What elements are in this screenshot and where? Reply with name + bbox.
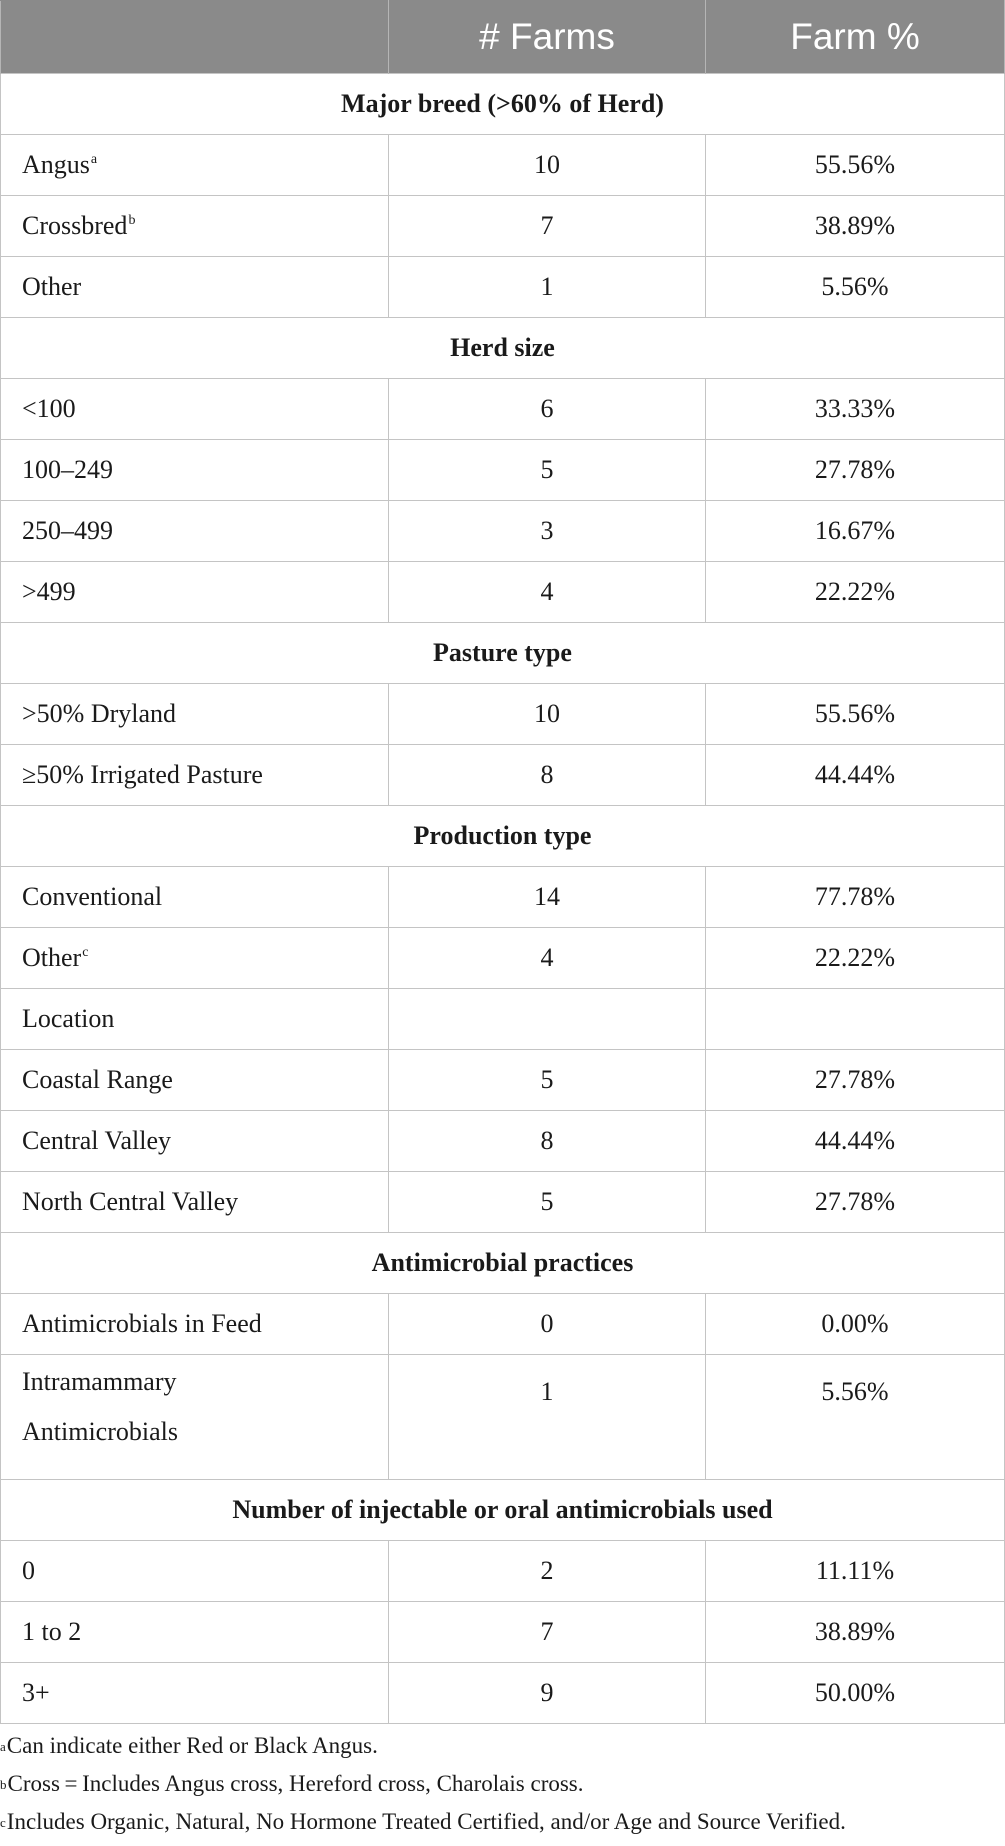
farm-percent: 22.22% xyxy=(706,928,1005,989)
section-title: Production type xyxy=(1,806,1005,867)
section-pasture-type xyxy=(1,623,1005,684)
empty-cell xyxy=(706,989,1005,1050)
table-row xyxy=(1,684,1005,745)
header-row xyxy=(1,1,1005,74)
table-row xyxy=(1,379,1005,440)
farms-count: 3 xyxy=(389,501,706,562)
footnote-text: Includes Organic, Natural, No Hormone Treated Certified, and/or Age and Source Verified. xyxy=(6,1809,846,1834)
farm-percent: 22.22% xyxy=(706,562,1005,623)
section-title: Pasture type xyxy=(1,623,1005,684)
section-injectable-antimicrobials xyxy=(1,1480,1005,1541)
table-header xyxy=(1,1,1005,74)
farms-count: 7 xyxy=(389,1602,706,1663)
table-row xyxy=(1,257,1005,318)
row-label-line2: Antimicrobials xyxy=(22,1417,178,1446)
table-row xyxy=(1,928,1005,989)
header-farm-percent: Farm % xyxy=(706,1,1005,74)
farms-count: 2 xyxy=(389,1541,706,1602)
section-title: Antimicrobial practices xyxy=(1,1233,1005,1294)
section-major-breed xyxy=(1,74,1005,135)
farms-count: 14 xyxy=(389,867,706,928)
farms-count: 4 xyxy=(389,928,706,989)
footnote-mark: b xyxy=(128,212,136,228)
table-row xyxy=(1,1602,1005,1663)
farms-count: 6 xyxy=(389,379,706,440)
row-label: <100 xyxy=(1,379,389,440)
table-row xyxy=(1,1663,1005,1724)
footnote-mark: c xyxy=(0,1815,6,1830)
table-row xyxy=(1,135,1005,196)
farm-percent: 55.56% xyxy=(706,684,1005,745)
table-body xyxy=(1,74,1005,1724)
farms-count: 1 xyxy=(389,1355,706,1480)
farm-percent: 27.78% xyxy=(706,1050,1005,1111)
farms-count: 9 xyxy=(389,1663,706,1724)
table-row xyxy=(1,196,1005,257)
farms-count: 0 xyxy=(389,1294,706,1355)
table-row xyxy=(1,745,1005,806)
farm-percent: 27.78% xyxy=(706,1172,1005,1233)
farm-percent: 16.67% xyxy=(706,501,1005,562)
section-production-type xyxy=(1,806,1005,867)
row-label xyxy=(1,928,389,989)
footnote-text: Cross = Includes Angus cross, Hereford cross, Charolais cross. xyxy=(7,1771,584,1796)
farms-count: 10 xyxy=(389,135,706,196)
header-empty-cell xyxy=(1,1,389,74)
farms-count: 8 xyxy=(389,745,706,806)
row-label: 0 xyxy=(1,1541,389,1602)
row-label: Location xyxy=(1,989,389,1050)
table-row xyxy=(1,867,1005,928)
farm-percent: 44.44% xyxy=(706,1111,1005,1172)
row-label xyxy=(1,135,389,196)
row-label: >50% Dryland xyxy=(1,684,389,745)
footnote-a xyxy=(0,1727,1004,1765)
table-row-location xyxy=(1,989,1005,1050)
row-label: Conventional xyxy=(1,867,389,928)
farm-percent: 50.00% xyxy=(706,1663,1005,1724)
farm-percent: 77.78% xyxy=(706,867,1005,928)
row-label: 250–499 xyxy=(1,501,389,562)
farms-count: 5 xyxy=(389,1050,706,1111)
row-label: Antimicrobials in Feed xyxy=(1,1294,389,1355)
table-row xyxy=(1,501,1005,562)
row-label: 1 to 2 xyxy=(1,1602,389,1663)
farm-percent: 5.56% xyxy=(706,257,1005,318)
farms-count: 8 xyxy=(389,1111,706,1172)
farm-percent: 5.56% xyxy=(706,1355,1005,1480)
footnote-mark: a xyxy=(90,151,98,167)
table-row xyxy=(1,562,1005,623)
table-footnotes xyxy=(0,1727,1004,1841)
footnote-mark: b xyxy=(0,1777,7,1792)
table-row xyxy=(1,1172,1005,1233)
row-label: 100–249 xyxy=(1,440,389,501)
table-row xyxy=(1,1111,1005,1172)
farms-count: 4 xyxy=(389,562,706,623)
section-herd-size xyxy=(1,318,1005,379)
farm-percent: 38.89% xyxy=(706,196,1005,257)
footnote-mark: c xyxy=(82,944,89,960)
farm-percent: 11.11% xyxy=(706,1541,1005,1602)
row-label: Other xyxy=(1,257,389,318)
row-label: ≥50% Irrigated Pasture xyxy=(1,745,389,806)
farms-count: 5 xyxy=(389,1172,706,1233)
header-farms: # Farms xyxy=(389,1,706,74)
section-title: Herd size xyxy=(1,318,1005,379)
farms-count: 7 xyxy=(389,196,706,257)
row-label xyxy=(1,1355,389,1480)
footnote-c xyxy=(0,1803,1004,1841)
farms-count: 5 xyxy=(389,440,706,501)
footnote-text: Can indicate either Red or Black Angus. xyxy=(6,1733,378,1758)
farms-count: 1 xyxy=(389,257,706,318)
row-label-text: Crossbred xyxy=(22,210,128,240)
farm-percent: 55.56% xyxy=(706,135,1005,196)
farm-percent: 33.33% xyxy=(706,379,1005,440)
farms-count: 10 xyxy=(389,684,706,745)
farm-percent: 44.44% xyxy=(706,745,1005,806)
row-label: North Central Valley xyxy=(1,1172,389,1233)
empty-cell xyxy=(389,989,706,1050)
footnote-b xyxy=(0,1765,1004,1803)
section-antimicrobial-practices xyxy=(1,1233,1005,1294)
farm-percent: 27.78% xyxy=(706,440,1005,501)
farm-percent: 0.00% xyxy=(706,1294,1005,1355)
section-title: Major breed (>60% of Herd) xyxy=(1,74,1005,135)
row-label: Coastal Range xyxy=(1,1050,389,1111)
table-row xyxy=(1,1050,1005,1111)
row-label-text: Other xyxy=(22,942,82,972)
farm-percent: 38.89% xyxy=(706,1602,1005,1663)
table-row xyxy=(1,1355,1005,1480)
row-label-text: Angus xyxy=(22,149,90,179)
row-label xyxy=(1,196,389,257)
table-row xyxy=(1,440,1005,501)
section-title: Number of injectable or oral antimicrobials used xyxy=(1,1480,1005,1541)
row-label: 3+ xyxy=(1,1663,389,1724)
row-label: Central Valley xyxy=(1,1111,389,1172)
row-label-line1: Intramammary xyxy=(22,1367,177,1396)
row-label: >499 xyxy=(1,562,389,623)
table-row xyxy=(1,1294,1005,1355)
table-row xyxy=(1,1541,1005,1602)
footnote-mark: a xyxy=(0,1739,6,1754)
